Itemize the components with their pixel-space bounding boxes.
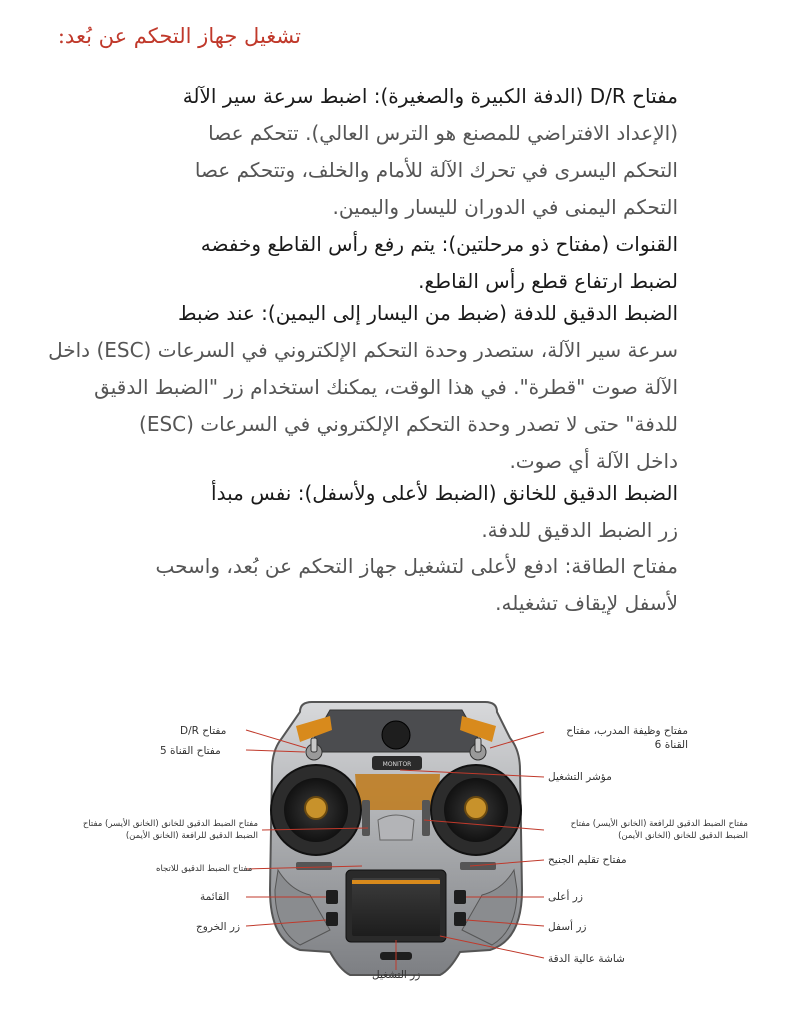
right-horizontal-trim xyxy=(460,862,496,870)
text-line: لضبط ارتفاع قطع رأس القاطع. xyxy=(418,269,678,293)
text-line: زر الضبط الدقيق للدفة. xyxy=(481,518,678,542)
label-power: زر التشغيل xyxy=(372,969,421,981)
text-line: مفتاح D/R (الدفة الكبيرة والصغيرة): اضبط سرعة سير الآلة xyxy=(182,84,678,108)
right-vertical-trim xyxy=(422,800,430,836)
label-menu: القائمة xyxy=(200,891,230,903)
paragraph-dr-switch xyxy=(38,78,678,300)
paragraph-rudder-trim xyxy=(38,295,678,480)
label-power-indicator: مؤشر التشغيل xyxy=(548,771,612,783)
text-line: سرعة سير الآلة، ستصدر وحدة التحكم الإلكتروني في السرعات (ESC) داخل xyxy=(48,338,678,362)
monitor-label: MONITOR xyxy=(382,761,412,768)
label-direction-trim: مفتاح الضبط الدقيق للاتجاه xyxy=(156,864,253,874)
down-button xyxy=(454,912,466,926)
up-button xyxy=(454,890,466,904)
label-exit: زر الخروج xyxy=(196,921,241,933)
text-line: (الإعداد الافتراضي للمصنع هو الترس العالي). تتحكم عصا xyxy=(208,121,678,145)
text-line: التحكم اليسرى في تحرك الآلة للأمام والخلف، وتتحكم عصا xyxy=(194,158,678,182)
left-stick xyxy=(305,797,327,819)
label-down: زر أسفل xyxy=(548,921,587,933)
left-horizontal-trim xyxy=(296,862,332,870)
paragraph-power-switch xyxy=(38,548,678,622)
text-line: لأسفل لإيقاف تشغيله. xyxy=(495,591,678,615)
text-line: داخل الآلة أي صوت. xyxy=(509,449,678,473)
left-vertical-trim xyxy=(362,800,370,836)
channel6-switch-lever xyxy=(475,738,481,752)
text-line: الضبط الدقيق للدفة (ضبط من اليسار إلى اليمين): عند ضبط xyxy=(177,301,678,325)
center-knob xyxy=(382,721,410,749)
text-line: مفتاح الطاقة: ادفع لأعلى لتشغيل جهاز التحكم عن بُعد، واسحب xyxy=(155,554,678,578)
page-title: تشغيل جهاز التحكم عن بُعد: xyxy=(57,24,301,48)
label-screen: شاشة عالية الدقة xyxy=(548,953,625,965)
menu-button xyxy=(326,890,338,904)
exit-button xyxy=(326,912,338,926)
label-up: زر أعلى xyxy=(548,891,583,903)
text-line: للدفة" حتى لا تصدر وحدة التحكم الإلكتروني في السرعات (ESC) xyxy=(139,412,678,436)
paragraph-throttle-trim xyxy=(38,475,678,549)
remote-controller-diagram xyxy=(0,690,791,1010)
text-line: الضبط الدقيق للخانق (الضبط لأعلى ولأسفل): نفس مبدأ xyxy=(211,481,678,505)
lcd-screen xyxy=(352,878,440,936)
text-line: التحكم اليمنى في الدوران لليسار واليمين. xyxy=(332,195,678,219)
dr-switch-lever xyxy=(311,738,317,752)
label-left-trim: مفتاح الضبط الدقيق للخانق (الخانق الأيسر) مفتاح الضبط الدقيق للرافعة (الخانق الأيمن) xyxy=(82,819,258,841)
text-line: الآلة صوت "قطرة". في هذا الوقت، يمكنك استخدام زر "الضبط الدقيق xyxy=(94,375,678,399)
lcd-accent-bar xyxy=(352,880,440,884)
label-trainer-channel6: مفتاح وظيفة المدرب، مفتاح القناة 6 xyxy=(566,725,688,751)
text-line: القنوات (مفتاح ذو مرحلتين): يتم رفع رأس القاطع وخفضه xyxy=(200,232,678,256)
center-button-cluster xyxy=(378,815,414,840)
label-right-trim: مفتاح الضبط الدقيق للرافعة (الخانق الأيسر) مفتاح الضبط الدقيق للخانق (الخانق الأيمن) xyxy=(570,819,748,841)
label-wing-trim: مفتاح تقليم الجنيح xyxy=(548,854,627,866)
right-stick xyxy=(465,797,487,819)
label-dr-switch: مفتاح D/R xyxy=(180,725,227,737)
label-channel5: مفتاح القناة 5 xyxy=(160,745,221,757)
